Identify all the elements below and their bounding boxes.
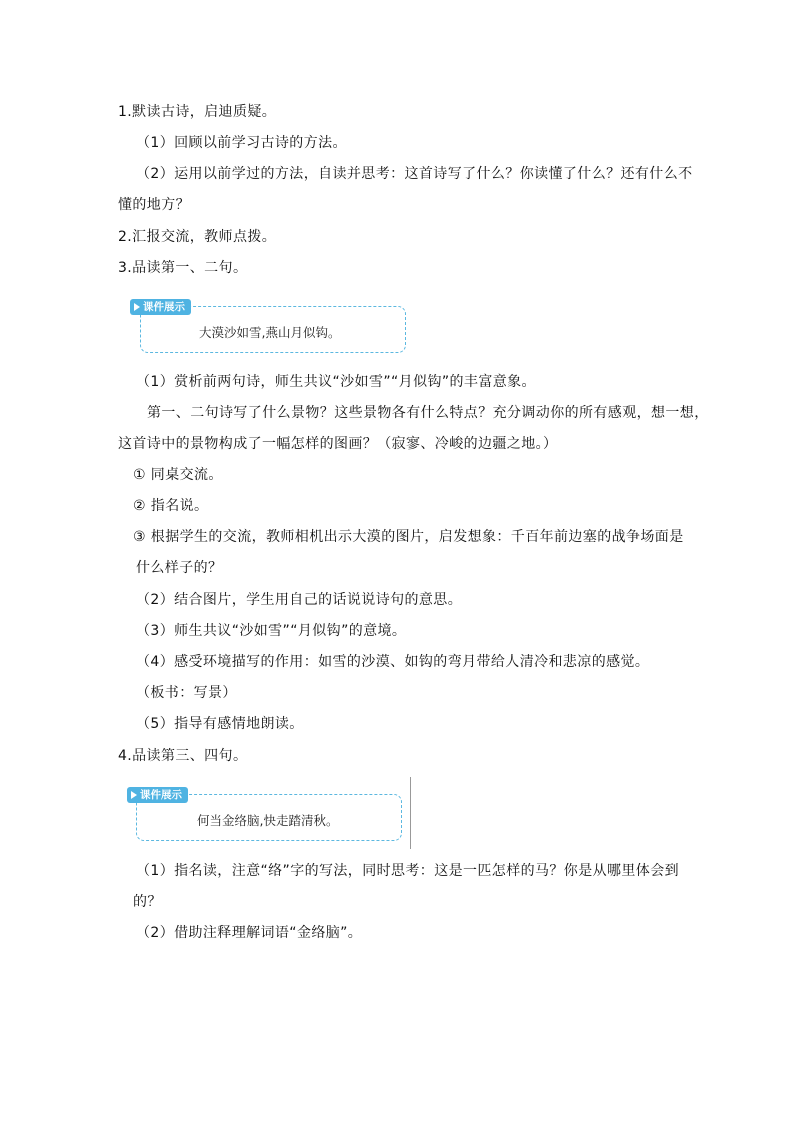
step-3-paragraph: 第一、二句诗写了什么景物？这些景物各有什么特点？充分调动你的所有感观，想一想， — [147, 405, 709, 421]
courseware-tag-2 — [127, 787, 188, 803]
step-3-item-2: （2）结合图片，学生用自己的话说说诗句的意思。 — [136, 592, 463, 608]
step-2-heading: 2.汇报交流，教师点拨。 — [118, 229, 277, 245]
poem-line-1: 大漠沙如雪,燕山月似钩。 — [199, 325, 341, 340]
step-1-item-2-cont: 懂的地方？ — [118, 197, 190, 213]
courseware-tag-label: 课件展示 — [143, 301, 185, 313]
step-1-heading: 1.默读古诗，启迪质疑。 — [118, 104, 277, 120]
sub-item-3-cont: 什么样子的？ — [136, 560, 223, 576]
step-4-item-1-cont: 的？ — [133, 894, 162, 910]
step-3-item-3: （3）师生共议“沙如雪”“月似钩”的意境。 — [136, 623, 407, 639]
step-1-item-1: （1）回顾以前学习古诗的方法。 — [136, 135, 347, 151]
sub-item-1: ① 同桌交流。 — [133, 467, 223, 483]
sub-item-2: ② 指名说。 — [133, 498, 209, 514]
play-icon — [134, 303, 140, 311]
step-4-item-1: （1）指名读，注意“络”字的写法，同时思考：这是一匹怎样的马？你是从哪里体会到 — [136, 863, 680, 879]
board-note: （板书：写景） — [136, 685, 237, 701]
courseware-tag-1 — [130, 299, 191, 315]
courseware-tag-label: 课件展示 — [140, 789, 182, 801]
step-3-item-4: （4）感受环境描写的作用：如雪的沙漠、如钩的弯月带给人清冷和悲凉的感觉。 — [136, 654, 650, 670]
step-3-paragraph-cont: 这首诗中的景物构成了一幅怎样的图画？（寂寥、冷峻的边疆之地。） — [118, 436, 558, 452]
vertical-rule — [410, 777, 411, 849]
sub-item-3: ③ 根据学生的交流，教师相机出示大漠的图片，启发想象：千百年前边塞的战争场面是 — [133, 529, 684, 545]
step-3-item-5: （5）指导有感情地朗读。 — [136, 716, 304, 732]
step-3-item-1: （1）赏析前两句诗，师生共议“沙如雪”“月似钩”的丰富意象。 — [136, 374, 536, 390]
poem-line-2: 何当金络脑,快走踏清秋。 — [197, 813, 339, 828]
play-icon — [131, 791, 137, 799]
step-3-heading: 3.品读第一、二句。 — [118, 260, 248, 276]
step-4-item-2: （2）借助注释理解词语“金络脑”。 — [136, 925, 363, 941]
step-1-item-2: （2）运用以前学过的方法，自读并思考：这首诗写了什么？你读懂了什么？还有什么不 — [136, 166, 693, 182]
step-4-heading: 4.品读第三、四句。 — [118, 748, 248, 764]
